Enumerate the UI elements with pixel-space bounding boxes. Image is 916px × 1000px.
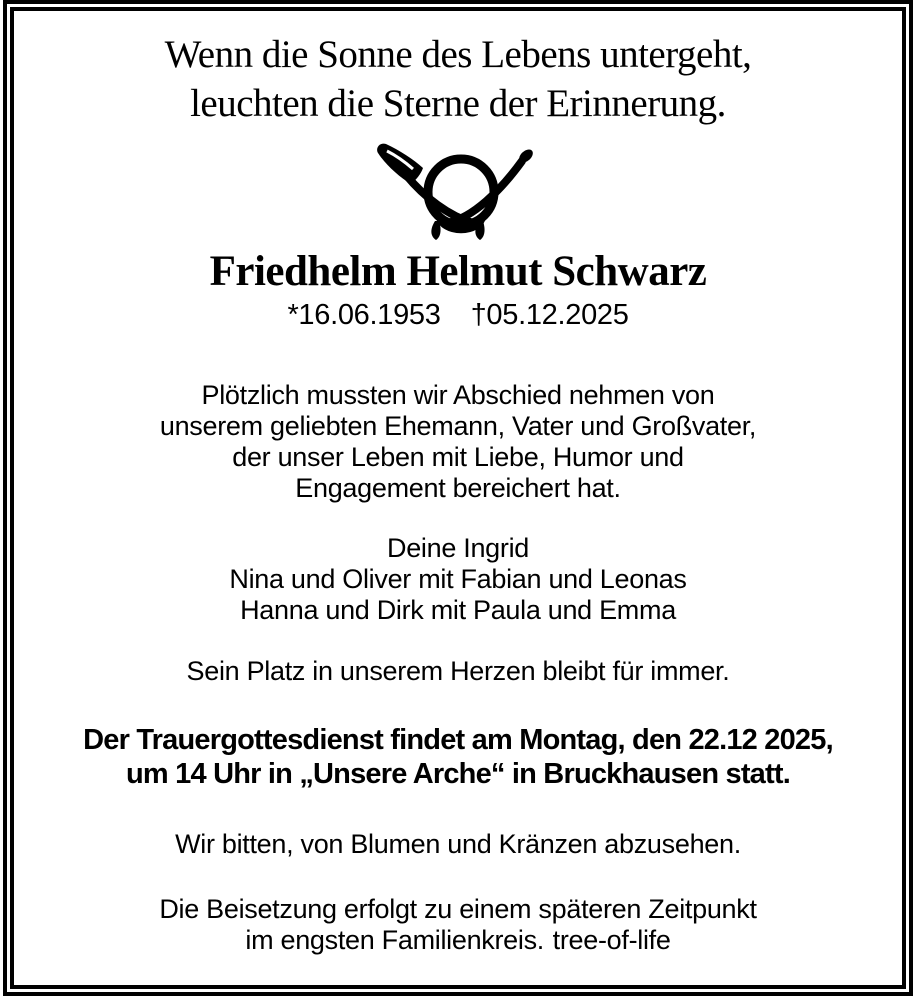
tribute-line-3: der unser Leben mit Liebe, Humor und bbox=[232, 442, 684, 472]
death-date: †05.12.2025 bbox=[470, 299, 629, 331]
tribute-line-1: Plötzlich mussten wir Abschied nehmen von bbox=[201, 380, 715, 410]
burial-line-2 bbox=[14, 925, 902, 956]
burial-line-1: Die Beisetzung erfolgt zu einem späteren Zeitpunkt bbox=[159, 894, 757, 924]
mourner-line-3: Hanna und Dirk mit Paula und Emma bbox=[240, 595, 676, 625]
service-line-2: um 14 Uhr in „Unsere Arche“ in Bruckhausen statt. bbox=[126, 758, 790, 790]
mourners-list bbox=[14, 533, 902, 626]
flowers-request-line: Wir bitten, von Blumen und Kränzen abzusehen. bbox=[175, 829, 741, 859]
publisher-watermark: tree-of-life bbox=[552, 925, 671, 955]
epigraph bbox=[14, 30, 902, 128]
epigraph-line-2: leuchten die Sterne der Erinnerung. bbox=[190, 82, 726, 125]
epigraph-line-1: Wenn die Sonne des Lebens untergeht, bbox=[164, 33, 752, 76]
posthorn-icon bbox=[14, 142, 902, 242]
tribute-line-4: Engagement bereichert hat. bbox=[295, 473, 621, 503]
remembrance-line: Sein Platz in unserem Herzen bleibt für immer. bbox=[186, 656, 730, 686]
tribute-paragraph bbox=[14, 380, 902, 504]
mourner-line-2: Nina und Oliver mit Fabian und Leonas bbox=[229, 564, 687, 594]
burial-line-2-text: im engsten Familienkreis. bbox=[245, 925, 545, 955]
obituary-content bbox=[14, 14, 902, 985]
burial-note bbox=[14, 894, 902, 956]
deceased-name: Friedhelm Helmut Schwarz bbox=[209, 248, 707, 295]
birth-date: *16.06.1953 bbox=[287, 299, 441, 331]
tribute-line-2: unserem geliebten Ehemann, Vater und Großvater, bbox=[159, 411, 757, 441]
service-announcement bbox=[14, 723, 902, 791]
mourner-line-1: Deine Ingrid bbox=[387, 533, 529, 563]
life-dates bbox=[14, 298, 902, 332]
service-line-1: Der Trauergottesdienst findet am Montag, den 22.12 2025, bbox=[83, 724, 833, 756]
